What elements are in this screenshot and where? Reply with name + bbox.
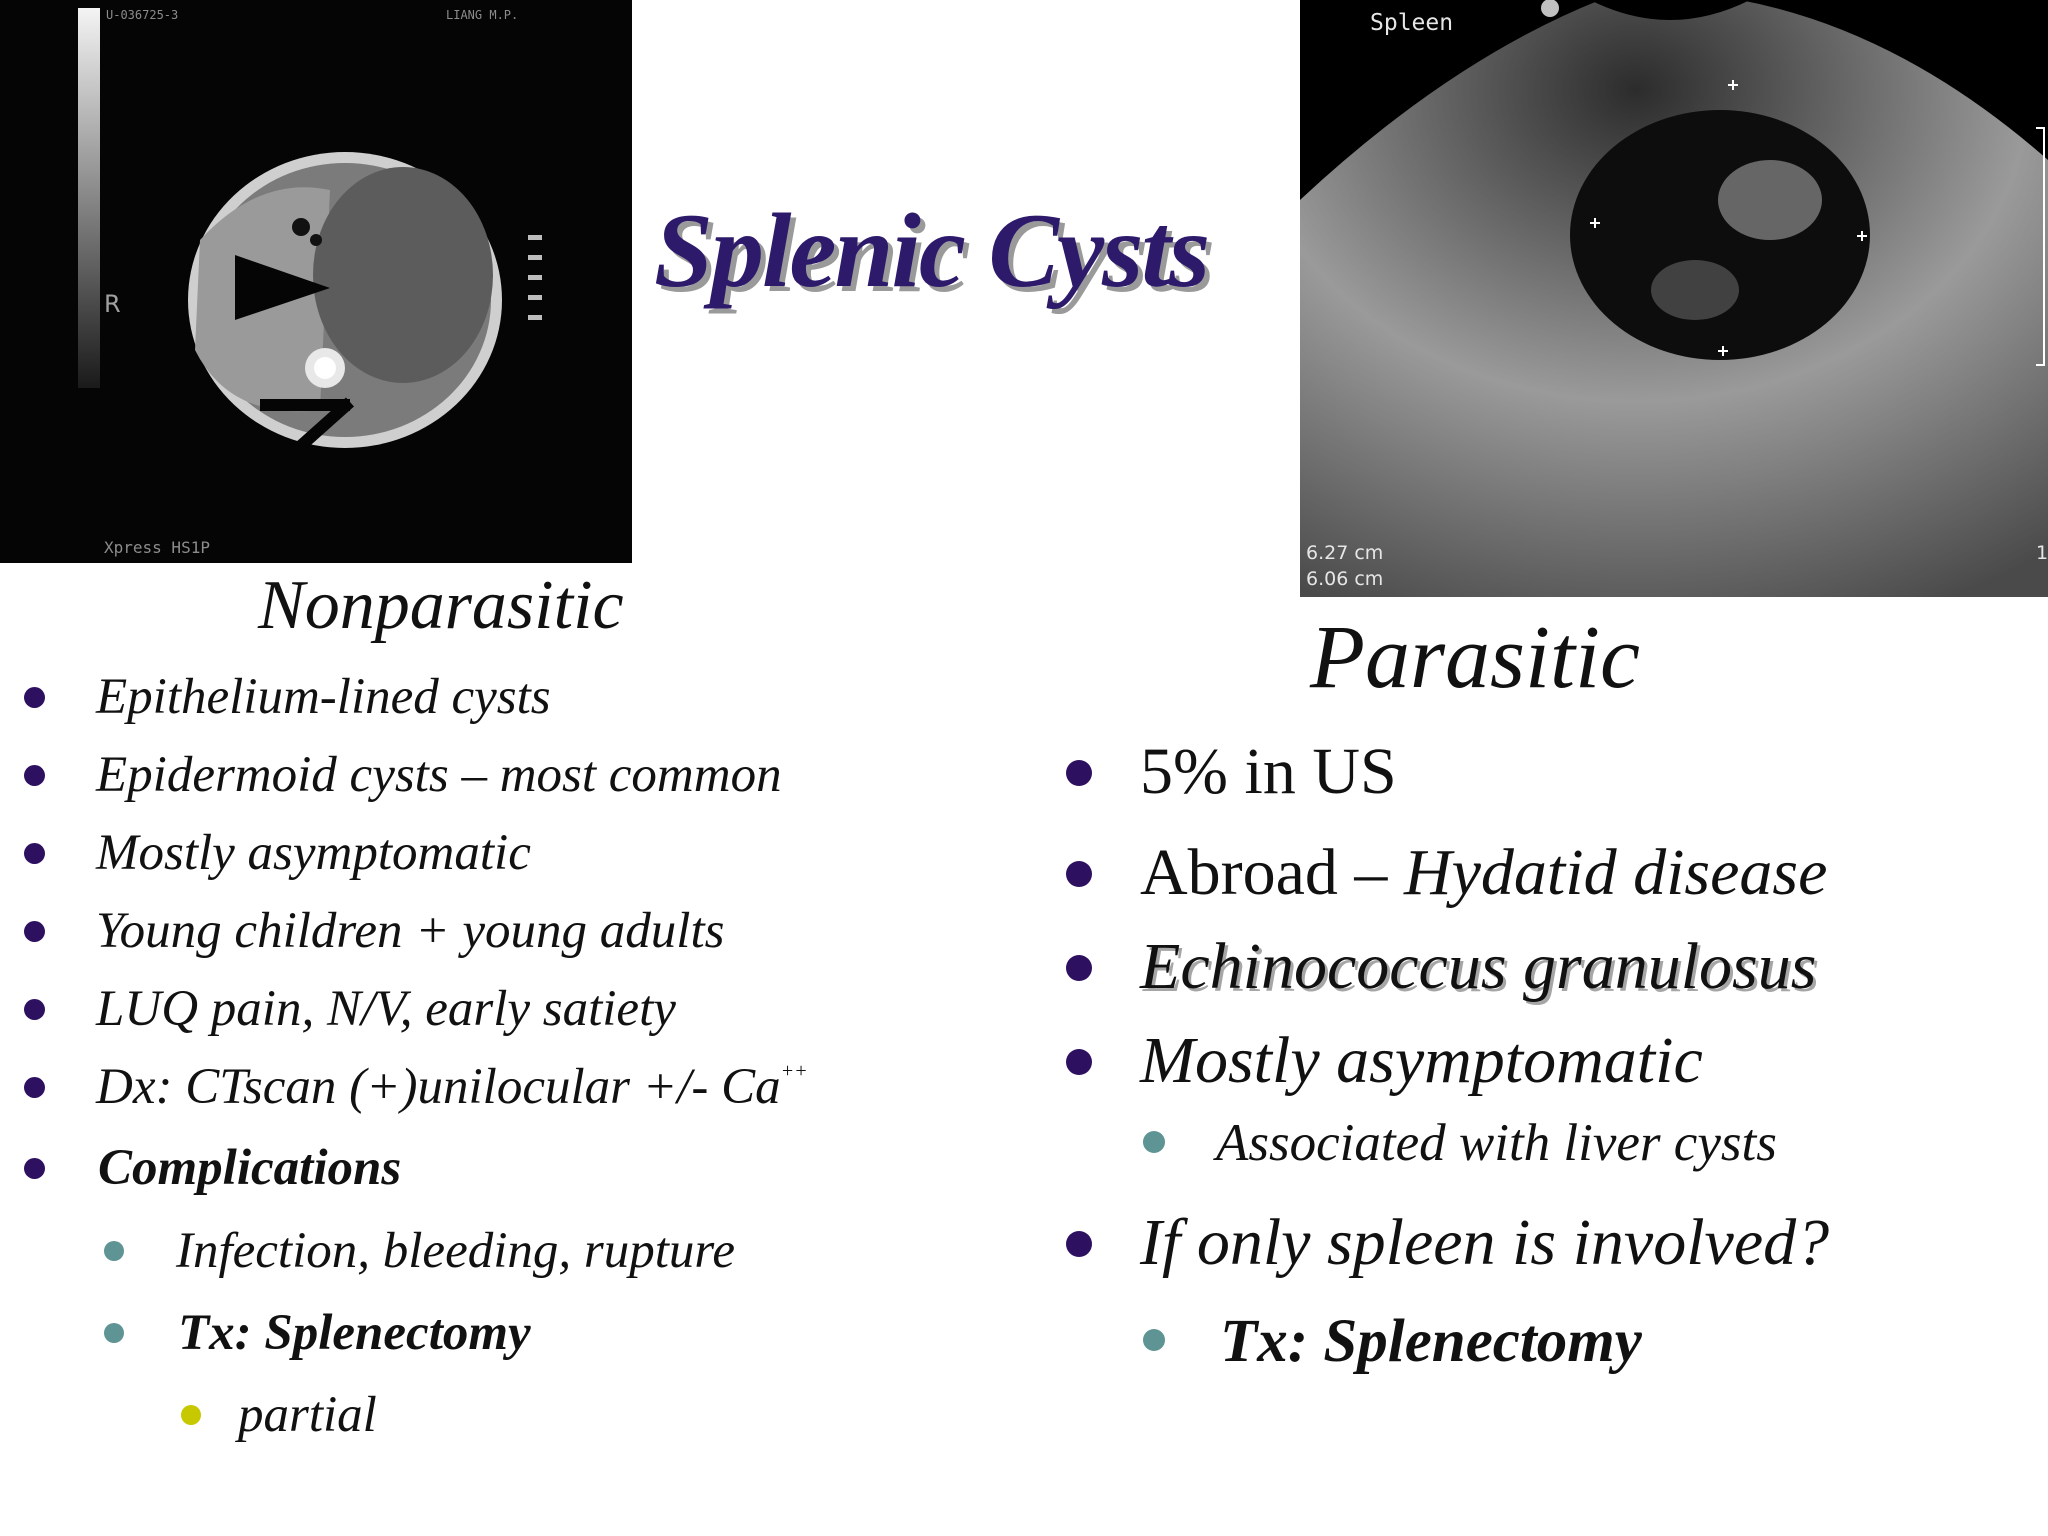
list-item-text: If only spleen is involved? xyxy=(1140,1206,1830,1279)
list-item-text: Infection, bleeding, rupture xyxy=(176,1223,735,1279)
bullet-dot xyxy=(1066,861,1092,887)
list-item-text: Dx: CTscan (+)unilocular +/- Ca xyxy=(96,1059,781,1115)
ultrasound-measurement-2: 6.06 cm xyxy=(1306,568,1384,590)
list-item-text: Mostly asymptomatic xyxy=(1140,1024,1703,1097)
bullet-dot xyxy=(1143,1329,1165,1351)
bullet-dot xyxy=(1066,1231,1092,1257)
ct-side-marker: R xyxy=(104,290,121,318)
list-item-text: 5% in US xyxy=(1140,735,1397,808)
list-item-text: Epithelium-lined cysts xyxy=(96,669,551,725)
ultrasound-edge-marker: 1 xyxy=(2036,542,2048,564)
ct-patient-id: U-036725-3 xyxy=(106,8,179,22)
list-item-text: Complications xyxy=(98,1140,402,1196)
list-item-text-emphasis: Hydatid disease xyxy=(1403,836,1828,909)
list-item-text: Associated with liver cysts xyxy=(1216,1114,1777,1172)
list-item xyxy=(0,1205,1829,1281)
parasitic-heading: Parasitic xyxy=(1310,608,1640,707)
calcium-superscript: ++ xyxy=(780,1060,808,1082)
ct-footer: Xpress HS1P xyxy=(104,538,210,557)
bullet-dot xyxy=(1066,955,1092,981)
list-item-text: Abroad – xyxy=(1140,836,1404,909)
list-item xyxy=(0,734,1397,810)
bullet-dot xyxy=(1066,760,1092,786)
bullet-dot xyxy=(1066,1049,1092,1075)
ct-patient-name: LIANG M.P. xyxy=(446,8,519,22)
ultrasound-organ-label: Spleen xyxy=(1370,10,1454,36)
slide-title: Splenic Cysts xyxy=(654,192,1209,309)
nonparasitic-heading: Nonparasitic xyxy=(258,567,624,644)
list-item xyxy=(0,1306,1642,1378)
list-item xyxy=(0,929,1816,1005)
list-item-text: Young children + young adults xyxy=(96,903,725,959)
list-item xyxy=(0,835,1827,911)
list-item-text: Mostly asymptomatic xyxy=(96,825,531,881)
list-item-text: Echinococcus granulosus xyxy=(1140,930,1817,1003)
list-item-text: Tx: Splenectomy xyxy=(178,1305,531,1361)
ultrasound-measurement-1: 6.27 cm xyxy=(1306,542,1384,564)
bullet-dot xyxy=(1143,1131,1165,1153)
list-item xyxy=(0,1023,1703,1099)
list-item-text: Tx: Splenectomy xyxy=(1220,1308,1642,1375)
list-item-text: LUQ pain, N/V, early satiety xyxy=(96,981,676,1037)
list-item xyxy=(0,1113,1777,1173)
list-item-text: partial xyxy=(238,1387,377,1443)
list-item-text: Epidermoid cysts – most common xyxy=(96,747,782,803)
